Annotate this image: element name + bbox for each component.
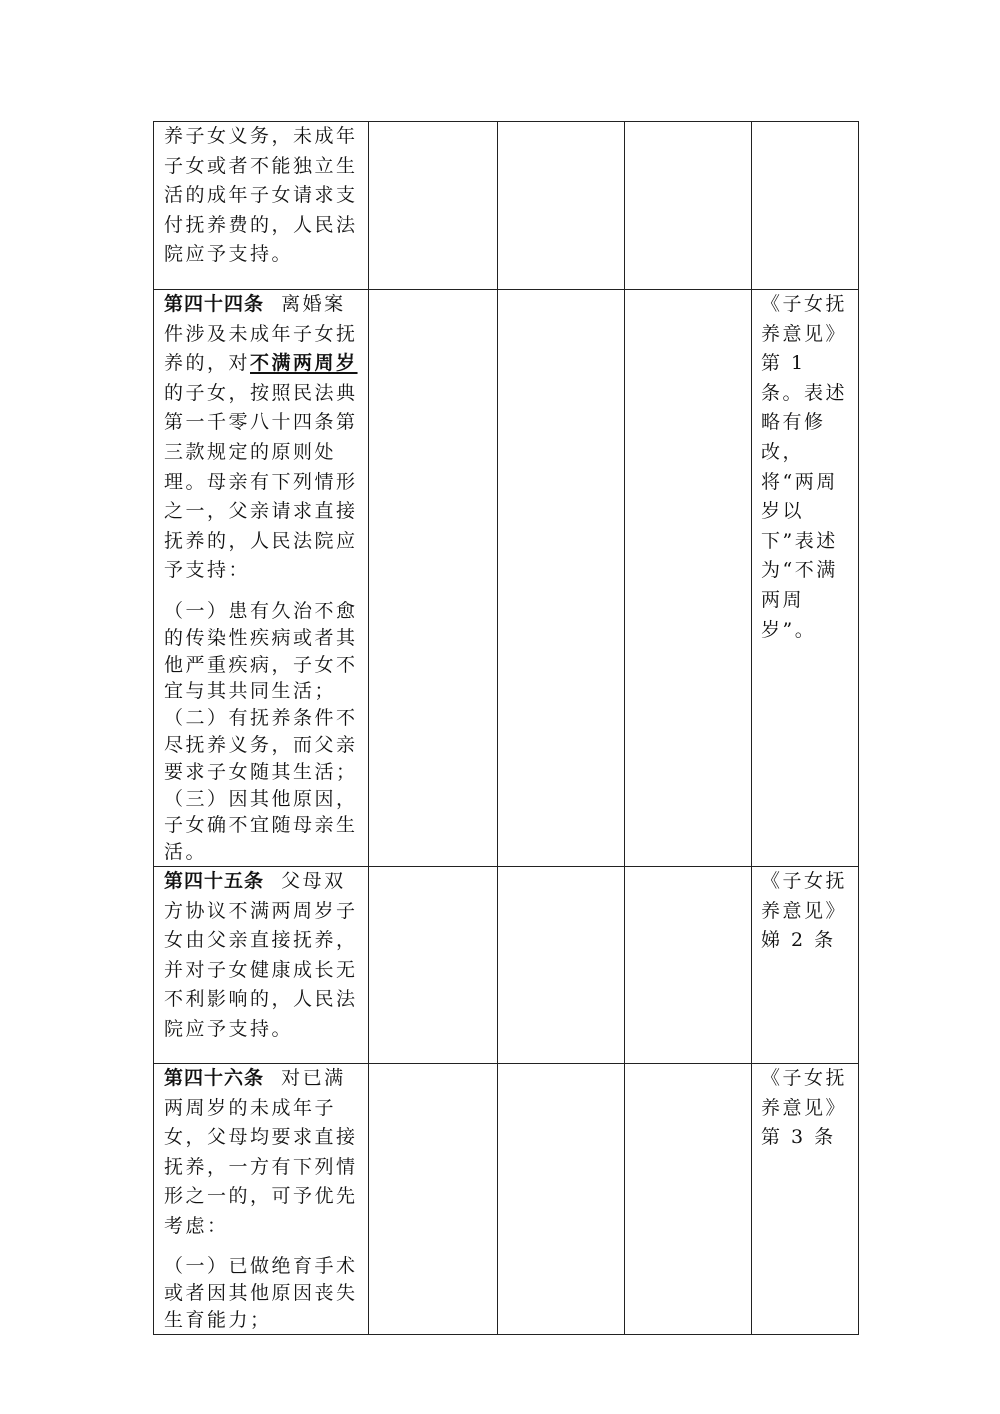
note-text: 《子女抚养意见》第 1 条。表述略有修改，将“两周岁以下”表述为“不满两周岁”。 — [761, 293, 848, 641]
note-text: 《子女抚养意见》娣 2 条 — [761, 869, 848, 952]
article-text: 养子女义务，未成年子女或者不能独立生活的成年子女请求支付抚养费的，人民法院应予支持。 — [164, 125, 358, 266]
note-cell — [752, 866, 859, 1063]
article-paragraph — [154, 290, 368, 586]
article-cell — [154, 290, 369, 867]
table-row — [154, 1063, 859, 1334]
article-paragraph — [154, 1064, 368, 1242]
empty-cell — [625, 866, 752, 1063]
table-row — [154, 866, 859, 1063]
empty-cell — [498, 866, 625, 1063]
note-text: 《子女抚养意见》第 3 条 — [761, 1066, 848, 1149]
empty-cell — [369, 1063, 498, 1334]
empty-cell — [625, 1063, 752, 1334]
note-cell — [752, 1063, 859, 1334]
empty-cell — [369, 866, 498, 1063]
table-row — [154, 122, 859, 290]
article-body: 父母双方协议不满两周岁子女由父亲直接抚养，并对子女健康成长无不利影响的，人民法院应予支持。 — [164, 869, 358, 1040]
article-title: 第四十四条 — [164, 293, 265, 315]
article-rest: 的子女，按照民法典第一千零八十四条第三款规定的原则处理。母亲有下列情形之一，父亲请求直接抚养的，人民法院应予支持： — [164, 381, 358, 582]
article-title: 第四十六条 — [164, 1066, 265, 1089]
table-row — [154, 290, 859, 867]
list-item: （三）因其他原因，子女确不宜随母亲生活。 — [164, 787, 358, 864]
empty-cell — [369, 122, 498, 290]
list-item: （二）有抚养条件不尽抚养义务，而父亲要求子女随其生活； — [164, 707, 358, 783]
empty-cell — [369, 290, 498, 867]
empty-cell — [498, 290, 625, 867]
empty-cell — [625, 122, 752, 290]
note-cell — [752, 290, 859, 867]
article-cell — [154, 866, 369, 1063]
article-lead: 离婚案件涉及未成年子女抚养的，对 — [164, 293, 358, 375]
comparison-table — [153, 121, 859, 1335]
empty-cell — [498, 122, 625, 290]
article-emphasis: 不满两周岁 — [250, 352, 358, 375]
note-cell — [752, 122, 859, 290]
article-cell — [154, 122, 369, 290]
list-item: （一）已做绝育手术或者因其他原因丧失生育能力； — [164, 1255, 358, 1332]
article-body: 对已满两周岁的未成年子女，父母均要求直接抚养，一方有下列情形之一的，可予优先考虑： — [164, 1066, 358, 1237]
empty-cell — [498, 1063, 625, 1334]
empty-cell — [625, 290, 752, 867]
article-paragraph — [154, 867, 368, 1045]
list-item: （一）患有久治不愈的传染性疾病或者其他严重疾病，子女不宜与其共同生活； — [164, 599, 358, 703]
article-title: 第四十五条 — [164, 869, 265, 892]
article-cell — [154, 1063, 369, 1334]
